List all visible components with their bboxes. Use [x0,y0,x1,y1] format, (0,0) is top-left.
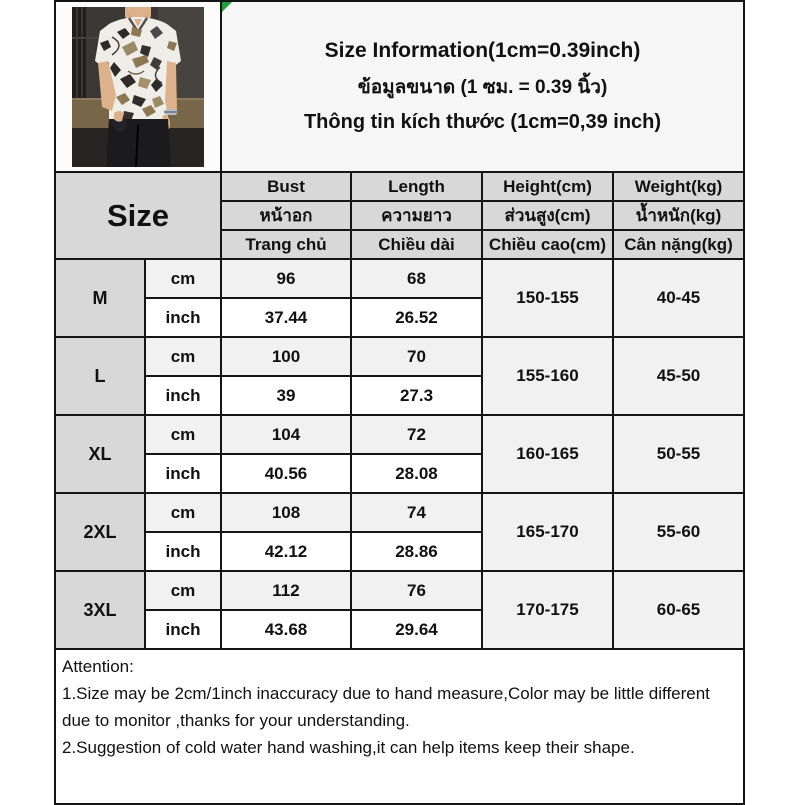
bust-inch-value: 40.56 [221,454,351,493]
attention-heading: Attention: [62,657,134,676]
table-row [55,415,744,454]
bust-inch-value: 43.68 [221,610,351,649]
unit-label-cm: cm [145,415,221,454]
height-range-value: 150-155 [482,259,613,337]
bust-inch-value: 42.12 [221,532,351,571]
bust-cm-value: 112 [221,571,351,610]
unit-label-inch: inch [145,532,221,571]
length-cm-value: 76 [351,571,482,610]
col-header-bust-th: หน้าอก [221,201,351,230]
col-header-bust-vi: Trang chủ [221,230,351,259]
height-range-value: 165-170 [482,493,613,571]
bust-cm-value: 104 [221,415,351,454]
length-inch-value: 26.52 [351,298,482,337]
weight-range-value: 55-60 [613,493,744,571]
col-header-height-vi: Chiều cao(cm) [482,230,613,259]
col-header-length-vi: Chiều dài [351,230,482,259]
col-header-weight-vi: Cân nặng(kg) [613,230,744,259]
length-cm-value: 74 [351,493,482,532]
table-row [55,259,744,298]
length-inch-value: 28.08 [351,454,482,493]
product-photo [72,7,204,167]
length-cm-value: 72 [351,415,482,454]
table-row [55,337,744,376]
size-table [54,0,745,805]
unit-label-inch: inch [145,376,221,415]
attention-note [55,649,744,804]
height-range-value: 170-175 [482,571,613,649]
table-row [55,571,744,610]
length-inch-value: 28.86 [351,532,482,571]
size-label: XL [55,415,145,493]
title-thai: ข้อมูลขนาด (1 ซม. = 0.39 นิ้ว) [357,77,608,98]
size-info-title-cell [221,1,744,172]
weight-range-value: 45-50 [613,337,744,415]
attention-line: 2.Suggestion of cold water hand washing,it can help items keep their shape. [62,738,635,757]
unit-label-cm: cm [145,259,221,298]
unit-label-inch: inch [145,610,221,649]
unit-label-cm: cm [145,337,221,376]
size-label: 2XL [55,493,145,571]
length-cm-value: 68 [351,259,482,298]
cell-note-indicator-icon [222,2,232,12]
size-label: 3XL [55,571,145,649]
col-header-length-en: Length [351,172,482,201]
col-header-bust-en: Bust [221,172,351,201]
length-cm-value: 70 [351,337,482,376]
weight-range-value: 40-45 [613,259,744,337]
col-header-weight-th: น้ำหนัก(kg) [613,201,744,230]
length-inch-value: 27.3 [351,376,482,415]
bust-inch-value: 39 [221,376,351,415]
bust-inch-value: 37.44 [221,298,351,337]
bust-cm-value: 108 [221,493,351,532]
size-corner-header: Size [55,172,221,259]
col-header-weight-en: Weight(kg) [613,172,744,201]
unit-label-cm: cm [145,571,221,610]
height-range-value: 160-165 [482,415,613,493]
col-header-height-en: Height(cm) [482,172,613,201]
attention-line: due to monitor ,thanks for your understanding. [62,711,410,730]
table-row [55,493,744,532]
size-label: M [55,259,145,337]
product-photo-cell [55,1,221,172]
size-chart-sheet [54,0,800,805]
attention-line: 1.Size may be 2cm/1inch inaccuracy due to hand measure,Color may be little different [62,684,710,703]
title-vietnamese: Thông tin kích thước (1cm=0,39 inch) [303,111,662,133]
bust-cm-value: 96 [221,259,351,298]
title-english: Size Information(1cm=0.39inch) [324,39,641,62]
col-header-length-th: ความยาว [351,201,482,230]
weight-range-value: 60-65 [613,571,744,649]
length-inch-value: 29.64 [351,610,482,649]
unit-label-inch: inch [145,454,221,493]
bust-cm-value: 100 [221,337,351,376]
size-label: L [55,337,145,415]
unit-label-cm: cm [145,493,221,532]
unit-label-inch: inch [145,298,221,337]
height-range-value: 155-160 [482,337,613,415]
col-header-height-th: ส่วนสูง(cm) [482,201,613,230]
weight-range-value: 50-55 [613,415,744,493]
